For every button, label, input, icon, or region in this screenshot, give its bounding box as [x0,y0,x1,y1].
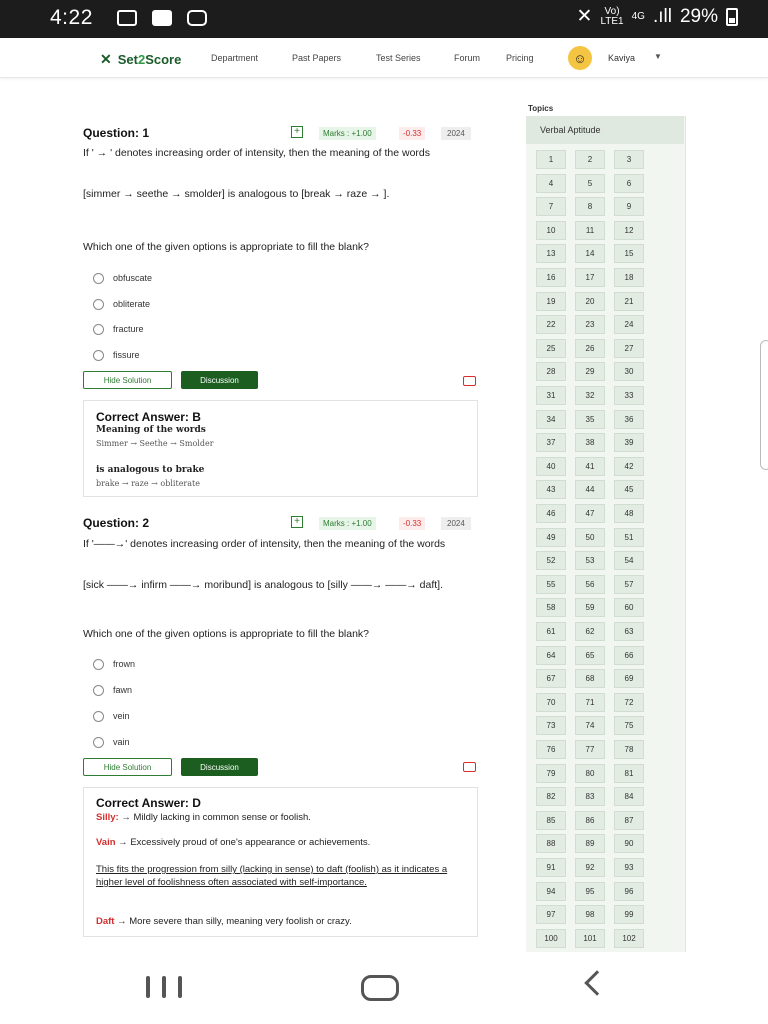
volte-tag: Vo) LTE1 [600,5,624,27]
question-number-button[interactable]: 17 [575,268,605,287]
question-number-button[interactable]: 24 [614,315,644,334]
report-icon[interactable] [463,376,476,386]
question-number-button[interactable]: 74 [575,716,605,735]
option-c[interactable]: fracture [93,322,144,336]
question-number-button[interactable]: 10 [536,221,566,240]
question-number-button[interactable]: 85 [536,811,566,830]
radio-button[interactable] [93,324,104,335]
marks-badge: Marks : +1.00 [319,517,376,530]
top-navbar [0,38,768,78]
question-number-button[interactable]: 102 [614,929,644,948]
option-b[interactable]: obliterate [93,297,150,311]
question-number-button[interactable]: 63 [614,622,644,641]
topics-panel [526,116,686,952]
chevron-down-icon[interactable]: ▼ [654,52,662,61]
question-number-button[interactable]: 48 [614,504,644,523]
question-number-button[interactable]: 65 [575,646,605,665]
radio-button[interactable] [93,273,104,284]
topic-tab-verbal-aptitude[interactable]: Verbal Aptitude [526,116,684,144]
question-number-button[interactable]: 5 [575,174,605,193]
question-number-button[interactable]: 20 [575,292,605,311]
question-2-header [83,516,478,532]
question-number-button[interactable]: 15 [614,244,644,263]
question-number-button[interactable]: 67 [536,669,566,688]
solution-line: Simmer → Seethe → Smolder [96,439,214,448]
option-b[interactable]: fawn [93,683,132,697]
question-text: If ' → ' denotes increasing order of intensity, then the meaning of the words [83,147,431,159]
question-number-button[interactable]: 37 [536,433,566,452]
question-number-button[interactable]: 35 [575,410,605,429]
question-number-button[interactable]: 45 [614,480,644,499]
discussion-button[interactable]: Discussion [181,758,258,776]
option-a[interactable]: frown [93,657,135,671]
question-number-button[interactable]: 54 [614,551,644,570]
question-number-button[interactable]: 6 [614,174,644,193]
question-number-button[interactable]: 88 [536,834,566,853]
edge-panel-handle[interactable] [760,340,768,470]
question-number-button[interactable]: 33 [614,386,644,405]
question-number-button[interactable]: 97 [536,905,566,924]
status-bar [0,0,768,38]
question-number-button[interactable]: 83 [575,787,605,806]
negative-marks-badge: -0.33 [399,127,425,140]
question-text: Which one of the given options is appropriate to fill the blank? [83,241,370,253]
battery-percent: 29% [679,5,718,27]
question-number-button[interactable]: 95 [575,882,605,901]
question-number-button[interactable]: 80 [575,764,605,783]
question-number-button[interactable]: 101 [575,929,605,948]
question-number-button[interactable]: 14 [575,244,605,263]
question-number-button[interactable]: 40 [536,457,566,476]
android-nav-bar [0,952,768,1024]
question-number-button[interactable]: 58 [536,598,566,617]
question-number-button[interactable]: 55 [536,575,566,594]
question-number-button[interactable]: 92 [575,858,605,877]
question-number-button[interactable]: 76 [536,740,566,759]
question-number-button[interactable]: 77 [575,740,605,759]
question-text: [simmer → seethe → smolder] is analogous to [break → raze → ]. [83,188,390,200]
question-number-button[interactable]: 22 [536,315,566,334]
question-number-button[interactable]: 71 [575,693,605,712]
solution-silly: Silly: → Mildly lacking in common sense or foolish. [96,812,311,823]
radio-button[interactable] [93,685,104,696]
nav-pricing[interactable]: Pricing [506,53,534,63]
question-title: Question: 1 [83,126,150,140]
solution-daft: Daft → More severe than silly, meaning very foolish or crazy. [96,916,352,927]
solution-vain: Vain → Excessively proud of one's appearance or achievements. [96,837,371,848]
nav-past-papers[interactable]: Past Papers [292,53,342,63]
back-icon[interactable] [584,970,609,995]
hide-solution-button[interactable]: Hide Solution [83,758,172,776]
question-number-button[interactable]: 93 [614,858,644,877]
question-number-button[interactable]: 11 [575,221,605,240]
app-notification-icon [187,10,207,26]
solution-line: brake → raze → obliterate [96,479,200,488]
topics-label: Topics [528,104,554,113]
question-number-button[interactable]: 96 [614,882,644,901]
status-time: 4:22 [50,6,93,29]
question-number-button[interactable]: 41 [575,457,605,476]
year-badge: 2024 [441,127,471,140]
radio-button[interactable] [93,299,104,310]
question-number-button[interactable]: 19 [536,292,566,311]
solution-vain-fit: This fits the progression from silly (lacking in sense) to daft (foolish) as it indicates a higher level of foolishness often associated with self-importance. [96,864,448,888]
question-1-header [83,126,478,142]
solution-box [83,400,478,497]
question-number-button[interactable]: 81 [614,764,644,783]
question-number-button[interactable]: 68 [575,669,605,688]
question-number-button[interactable]: 27 [614,339,644,358]
nav-test-series[interactable]: Test Series [376,53,421,63]
bookmark-add-icon[interactable]: + [291,516,303,528]
question-number-button[interactable]: 36 [614,410,644,429]
question-number-button[interactable]: 73 [536,716,566,735]
question-number-button[interactable]: 61 [536,622,566,641]
question-number-button[interactable]: 91 [536,858,566,877]
question-number-button[interactable]: 29 [575,362,605,381]
question-number-button[interactable]: 46 [536,504,566,523]
home-icon[interactable] [361,975,399,1001]
question-number-button[interactable]: 79 [536,764,566,783]
question-number-button[interactable]: 21 [614,292,644,311]
question-text: [sick ——→ infirm ——→ moribund] is analogous to [silly ——→ ——→ daft]. [83,579,444,591]
question-number-button[interactable]: 86 [575,811,605,830]
question-number-button[interactable]: 7 [536,197,566,216]
question-number-button[interactable]: 98 [575,905,605,924]
question-title: Question: 2 [83,516,150,530]
radio-button[interactable] [93,659,104,670]
question-number-button[interactable]: 87 [614,811,644,830]
question-number-button[interactable]: 18 [614,268,644,287]
discussion-button[interactable]: Discussion [181,371,258,389]
option-a[interactable]: obfuscate [93,271,152,285]
brand-name: Set2Score [117,52,182,67]
gmail-icon [117,10,137,26]
solution-heading: is analogous to brake [96,465,205,475]
question-number-button[interactable]: 39 [614,433,644,452]
nav-department[interactable]: Department [211,53,259,63]
logo-icon: ✕ [100,51,112,67]
question-number-button[interactable]: 60 [614,598,644,617]
question-number-button[interactable]: 31 [536,386,566,405]
question-number-button[interactable]: 94 [536,882,566,901]
question-number-button[interactable]: 89 [575,834,605,853]
nav-forum[interactable]: Forum [454,53,481,63]
radio-button[interactable] [93,350,104,361]
question-number-button[interactable]: 72 [614,693,644,712]
radio-button[interactable] [93,711,104,722]
question-text: If '——→' denotes increasing order of intensity, then the meaning of the words [83,538,446,550]
question-number-button[interactable]: 64 [536,646,566,665]
checkbox-notification-icon [152,10,172,26]
question-number-button[interactable]: 12 [614,221,644,240]
question-number-button[interactable]: 9 [614,197,644,216]
mute-icon: ✕ [576,6,593,27]
question-number-button[interactable]: 47 [575,504,605,523]
solution-heading: Meaning of the words [96,425,206,435]
question-number-button[interactable]: 99 [614,905,644,924]
question-number-button[interactable]: 4 [536,174,566,193]
question-number-button[interactable]: 26 [575,339,605,358]
question-number-button[interactable]: 57 [614,575,644,594]
question-number-button[interactable]: 23 [575,315,605,334]
question-number-button[interactable]: 90 [614,834,644,853]
status-right [577,5,738,28]
question-number-button[interactable]: 66 [614,646,644,665]
question-number-button[interactable]: 53 [575,551,605,570]
avatar[interactable]: ☺ [568,46,592,70]
bookmark-add-icon[interactable]: + [291,126,303,138]
report-icon[interactable] [463,762,476,772]
question-number-button[interactable]: 44 [575,480,605,499]
radio-button[interactable] [93,737,104,748]
brand-logo[interactable] [100,51,181,68]
question-number-button[interactable]: 13 [536,244,566,263]
question-number-button[interactable]: 28 [536,362,566,381]
option-d[interactable]: fissure [93,348,140,362]
question-number-button[interactable]: 1 [536,150,566,169]
question-number-button[interactable]: 2 [575,150,605,169]
question-number-button[interactable]: 82 [536,787,566,806]
question-number-button[interactable]: 30 [614,362,644,381]
question-number-button[interactable]: 38 [575,433,605,452]
question-text: Which one of the given options is appropriate to fill the blank? [83,628,370,640]
data-tag: 4G [631,10,645,22]
question-number-button[interactable]: 100 [536,929,566,948]
correct-answer: Correct Answer: B [96,410,201,424]
question-number-button[interactable]: 56 [575,575,605,594]
question-number-button[interactable]: 34 [536,410,566,429]
question-number-button[interactable]: 69 [614,669,644,688]
correct-answer: Correct Answer: D [96,796,201,810]
year-badge: 2024 [441,517,471,530]
question-number-button[interactable]: 52 [536,551,566,570]
marks-badge: Marks : +1.00 [319,127,376,140]
solution-box [83,787,478,937]
user-name[interactable]: Kaviya [608,53,636,63]
question-number-button[interactable]: 59 [575,598,605,617]
battery-icon [726,8,738,26]
question-number-button[interactable]: 75 [614,716,644,735]
question-number-button[interactable]: 32 [575,386,605,405]
question-number-button[interactable]: 50 [575,528,605,547]
question-number-button[interactable]: 3 [614,150,644,169]
option-c[interactable]: vein [93,709,130,723]
negative-marks-badge: -0.33 [399,517,425,530]
signal-icon: .ıll [652,5,672,27]
question-number-button[interactable]: 16 [536,268,566,287]
question-number-button[interactable]: 49 [536,528,566,547]
question-number-button[interactable]: 8 [575,197,605,216]
question-number-button[interactable]: 84 [614,787,644,806]
question-number-button[interactable]: 25 [536,339,566,358]
question-number-button[interactable]: 62 [575,622,605,641]
recents-icon[interactable] [146,976,182,998]
question-number-button[interactable]: 43 [536,480,566,499]
option-d[interactable]: vain [93,735,130,749]
question-number-button[interactable]: 42 [614,457,644,476]
hide-solution-button[interactable]: Hide Solution [83,371,172,389]
question-number-button[interactable]: 78 [614,740,644,759]
question-number-button[interactable]: 51 [614,528,644,547]
question-number-button[interactable]: 70 [536,693,566,712]
